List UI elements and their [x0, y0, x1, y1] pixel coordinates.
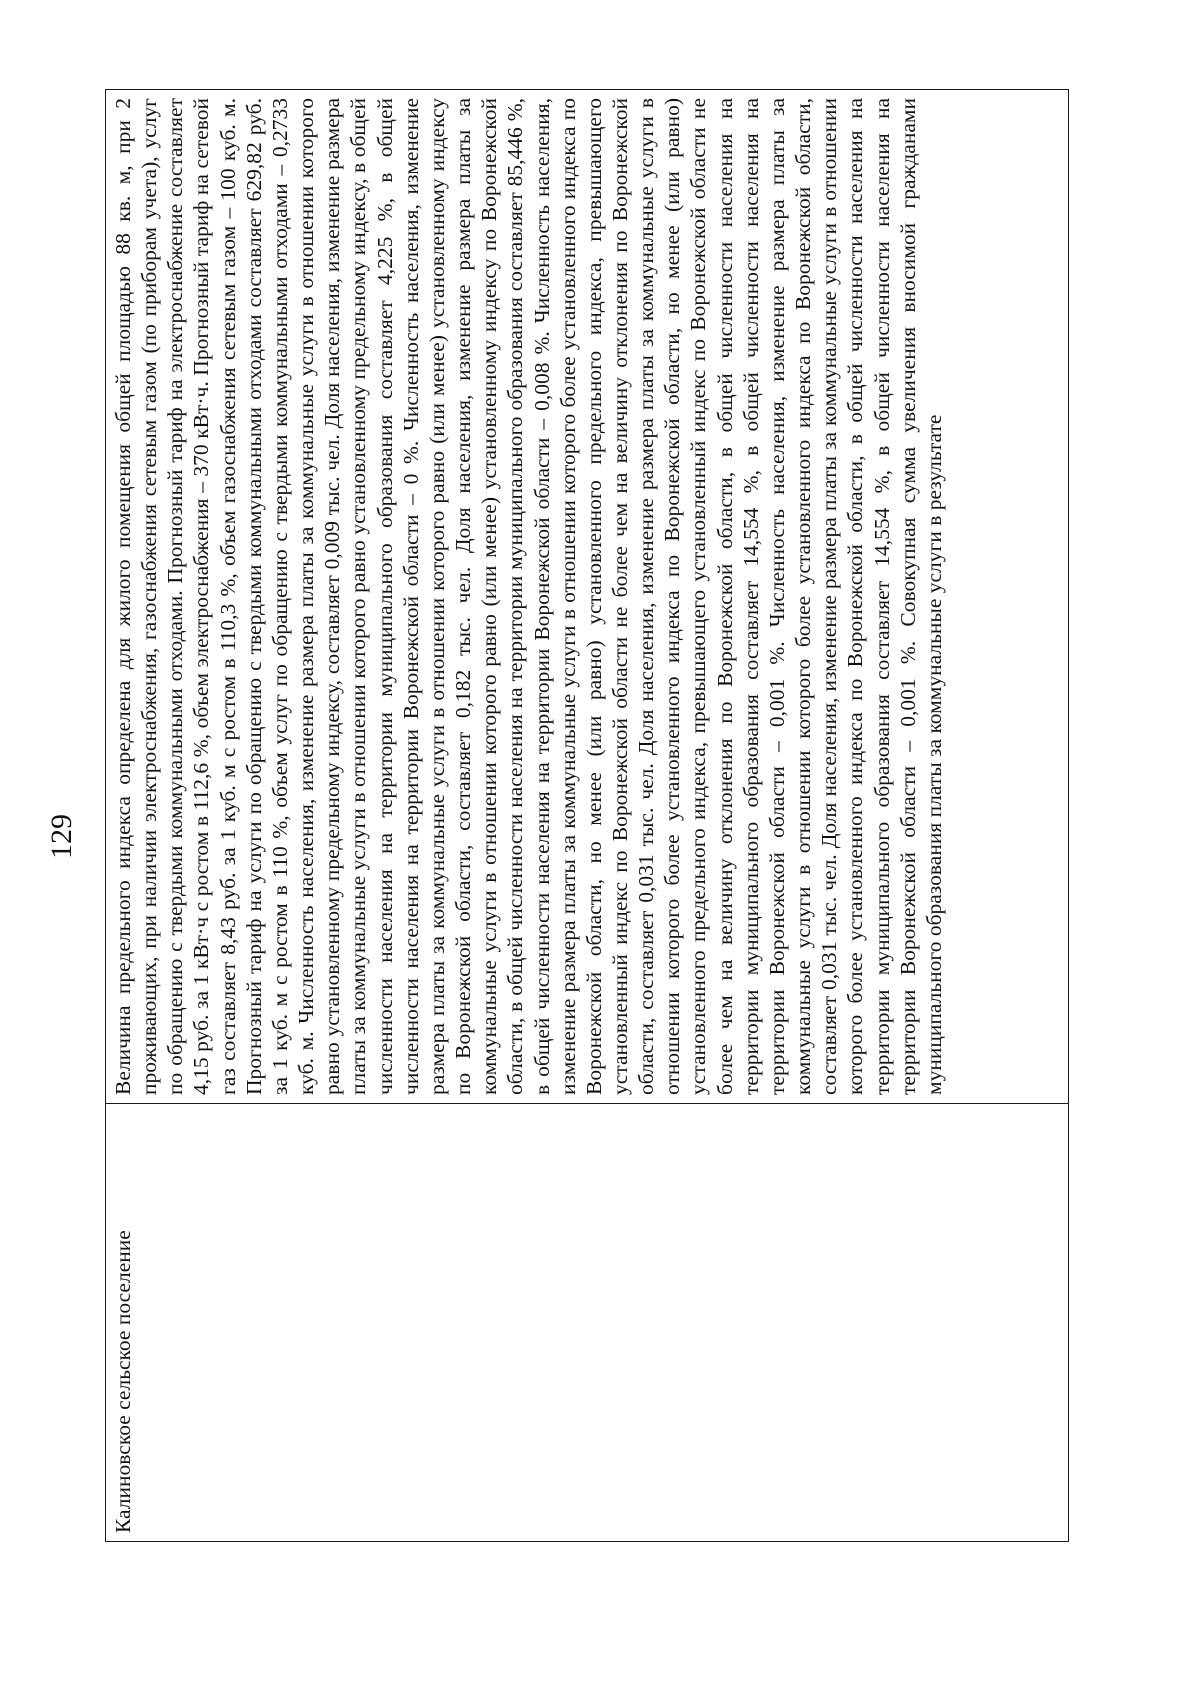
page-number: 129: [45, 814, 78, 859]
rotated-table-container: [105, 89, 1069, 1542]
table-row: [106, 90, 1069, 1542]
description-text: Величина предельного индекса определена для жилого помещения общей площадью 88 кв. м, при 2 проживающих, при наличии электроснабжения, газоснабжения сетевым газом (по приборам учета), услуг по обращению с твердыми коммунальными отходами. Прогнозный тариф на электроснабжение составляет 4,15 руб. за 1 кВт·ч с ростом в 112,6 %, объем электроснабжения – 370 кВт·ч. Прогнозный тариф на сетевой газ составляет 8,43 руб. за 1 куб. м с ростом в 110,3 %, объем газоснабжения сетевым газом – 100 куб. м. Прогнозный тариф на услуги по обращению с твердыми коммунальными отходами составляет 629,82 руб. за 1 куб. м с ростом в 110 %, объем услуг по обращению с твердыми коммунальными отходами – 0,2733 куб. м. Численность населения, изменение размера платы за коммунальные услуги в отношении которого равно установленному предельному индексу, составляет 0,009 тыс. чел. Доля населения, изменение размера платы за коммунальные услуги в отношении которого равно установленному предельному индексу, в общей численности населения на территории муниципального образования составляет 4,225 %, в общей численности населения на территории Воронежской области – 0 %. Численность населения, изменение размера платы за коммунальные услуги в отношении которого равно (или менее) установленному индексу по Воронежской области, составляет 0,182 тыс. чел. Доля населения, изменение размера платы за коммунальные услуги в отношении которого равно (или менее) установленному индексу по Воронежской области, в общей численности населения на территории муниципального образования составляет 85,446 %, в общей численности населения на территории Воронежской области – 0,008 %. Численность населения, изменение размера платы за коммунальные услуги в отношении которого более установленного индекса по Воронежской области, но менее (или равно) установленного предельного индекса, превышающего установленный индекс по Воронежской области не более чем на величину отклонения по Воронежской области, составляет 0,031 тыс. чел. Доля населения, изменение размера платы за коммунальные услуги в отношении которого более установленного индекса по Воронежской области, но менее (или равно) установленного предельного индекса, превышающего установленный индекс по Воронежской области не более чем на величину отклонения по Воронежской области, в общей численности населения на территории муниципального образования составляет 14,554 %, в общей численности населения на территории Воронежской области – 0,001 %. Численность населения, изменение размера платы за коммунальные услуги в отношении которого более установленного индекса по Воронежской области, составляет 0,031 тыс. чел. Доля населения, изменение размера платы за коммунальные услуги в отношении которого более установленного индекса по Воронежской области, в общей численности населения на территории муниципального образования составляет 14,554 %, в общей численности населения на территории Воронежской области – 0,001 %. Совокупная сумма увеличения вносимой гражданами муниципального образования платы за коммунальные услуги в результате: [111, 98, 946, 1095]
municipality-name-cell: Калиновское сельское поселение: [106, 1104, 1069, 1542]
tariff-index-table: [105, 89, 1069, 1542]
description-cell: [106, 90, 1069, 1104]
